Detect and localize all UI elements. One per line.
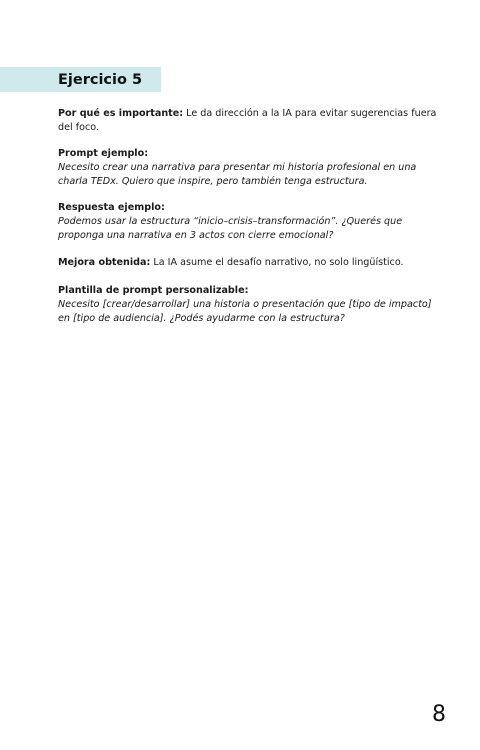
improvement-label: Mejora obtenida: (58, 257, 151, 268)
response-example-text: Podemos usar la estructura “inicio–crisis–transformación”. ¿Querés que proponga una narrativa en 3 actos con cierre emocional? (58, 216, 403, 241)
template-text: Necesito [crear/desarrollar] una historia o presentación que [tipo de impacto] en [tipo de audiencia]. ¿Podés ayudarme con la estructura? (58, 299, 432, 324)
section-template (58, 284, 440, 326)
prompt-example-label: Prompt ejemplo: (58, 148, 149, 159)
section-response-example (58, 201, 440, 243)
section-prompt-example (58, 147, 440, 189)
importance-label: Por qué es importante: (58, 108, 184, 119)
page-number: 8 (432, 702, 446, 727)
template-label: Plantilla de prompt personalizable: (58, 285, 249, 296)
section-improvement (58, 256, 440, 270)
exercise-title: Ejercicio 5 (58, 72, 143, 88)
exercise-content (58, 107, 440, 338)
prompt-example-text: Necesito crear una narrativa para presentar mi historia profesional en una charla TEDx. Quiero que inspire, pero también tenga estructura. (58, 162, 417, 187)
response-example-label: Respuesta ejemplo: (58, 202, 165, 213)
section-importance (58, 107, 440, 135)
improvement-text: La IA asume el desafío narrativo, no solo lingüístico. (150, 257, 404, 268)
importance-text: Le da dirección a la IA para evitar sugerencias fuera del foco. (58, 108, 437, 133)
